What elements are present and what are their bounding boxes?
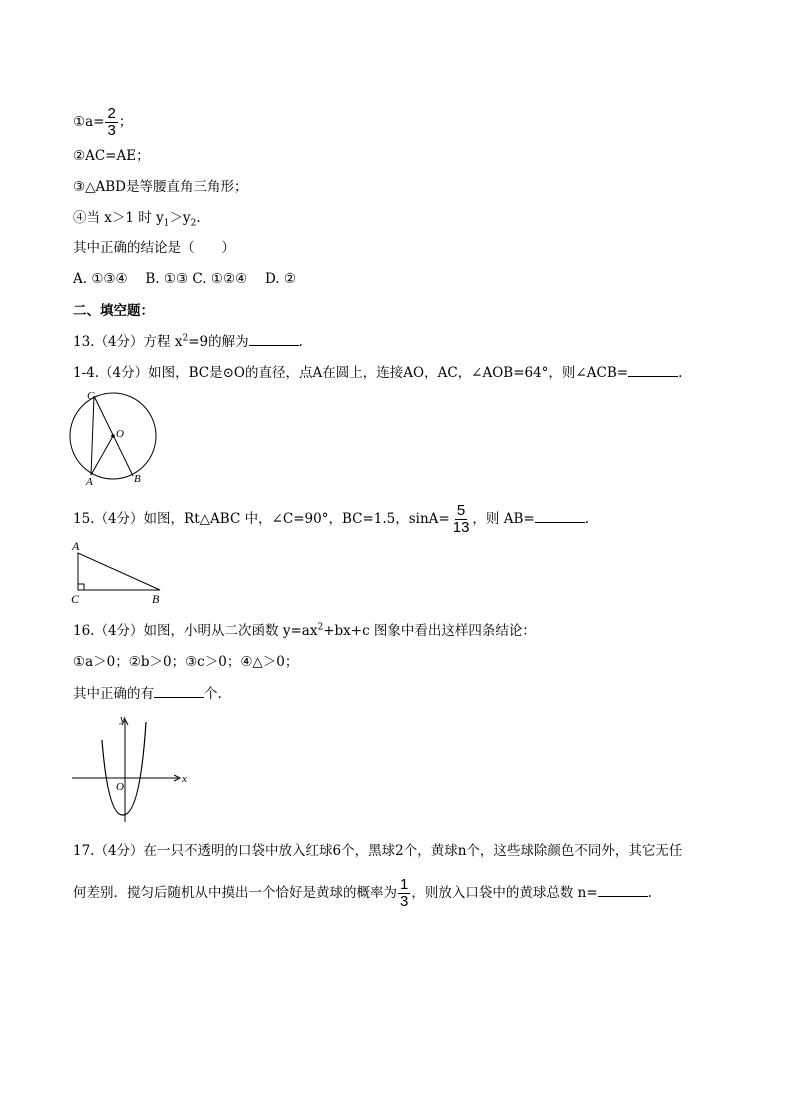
- question-12-stem: 其中正确的结论是（ ）: [73, 240, 235, 256]
- answer-blank: [249, 333, 299, 346]
- question-16-conclusions: ①a＞0；②b＞0；③c＞0；④△＞0；: [73, 654, 299, 670]
- label-x: x: [182, 773, 187, 785]
- label-a: A: [72, 539, 80, 553]
- answer-blank: [154, 685, 204, 698]
- question-16: 16.（4分）如图，小明从二次函数 $y=ax^2+bx+c$ 图象中看出这样四条结论：: [73, 622, 536, 639]
- question-16-ask: 其中正确的有 个.: [73, 686, 222, 702]
- answer-blank: [535, 510, 585, 523]
- statement-2: ②AC=AE；: [73, 148, 150, 164]
- label-origin: O: [116, 781, 124, 793]
- question-14: 1-4.（4分）如图，BC是⊙O的直径，点A在圆上，连接AO，AC，∠AOB=64°，则∠ACB= .: [73, 365, 683, 381]
- label-o: O: [116, 428, 124, 440]
- label-c: C: [87, 390, 95, 402]
- center-point: [111, 434, 115, 438]
- fraction: $\frac{5}{13}$: [452, 502, 470, 536]
- label-a: A: [86, 476, 93, 486]
- statement-1: ①a= $\frac{2}{3}$ ；: [73, 105, 133, 139]
- question-17-line-1: 17.（4分）在一只不透明的口袋中放入红球6个，黑球2个，黄球n个，这些球除颜色不同外，其它无任: [73, 843, 683, 859]
- statement-3: ③△ABD是等腰直角三角形；: [73, 179, 248, 195]
- section-title: 二、填空题：: [73, 303, 154, 319]
- fraction: $\frac{1}{3}$: [400, 876, 409, 910]
- label-b: B: [152, 592, 160, 606]
- answer-blank: [598, 884, 648, 897]
- label-c: C: [71, 592, 80, 606]
- question-13: 13.（4分）方程 $x^2=9$的解为 .: [73, 333, 303, 350]
- question-15: 15.（4分）如图，Rt△ABC 中，∠C=90°，BC=1.5，sinA= $\frac{5}{13}$ ，则 AB= .: [73, 502, 589, 536]
- circle-diagram: [66, 388, 162, 486]
- chord-ac: [91, 396, 94, 475]
- question-17-line-2: 何差别．搅匀后随机从中摸出一个恰好是黄球的概率为 $\frac{1}{3}$ ，则放入口袋中的黄球总数 n= .: [73, 876, 652, 910]
- right-angle-mark: [78, 584, 84, 590]
- question-12-options: A. ①③④ B. ①③ C. ①②④ D. ②: [73, 271, 296, 287]
- parabola-curve: [102, 722, 146, 815]
- triangle: [78, 553, 160, 590]
- parabola-diagram: [68, 712, 190, 826]
- radius-ao: [91, 436, 113, 475]
- fraction: $\frac{2}{3}$: [107, 105, 116, 139]
- label-y: y: [120, 713, 125, 725]
- label-b: B: [134, 473, 141, 485]
- statement-4: ④当 x＞1 时 $y_1>y_2$.: [73, 210, 201, 229]
- answer-blank: [628, 364, 678, 377]
- right-triangle-diagram: [68, 538, 166, 606]
